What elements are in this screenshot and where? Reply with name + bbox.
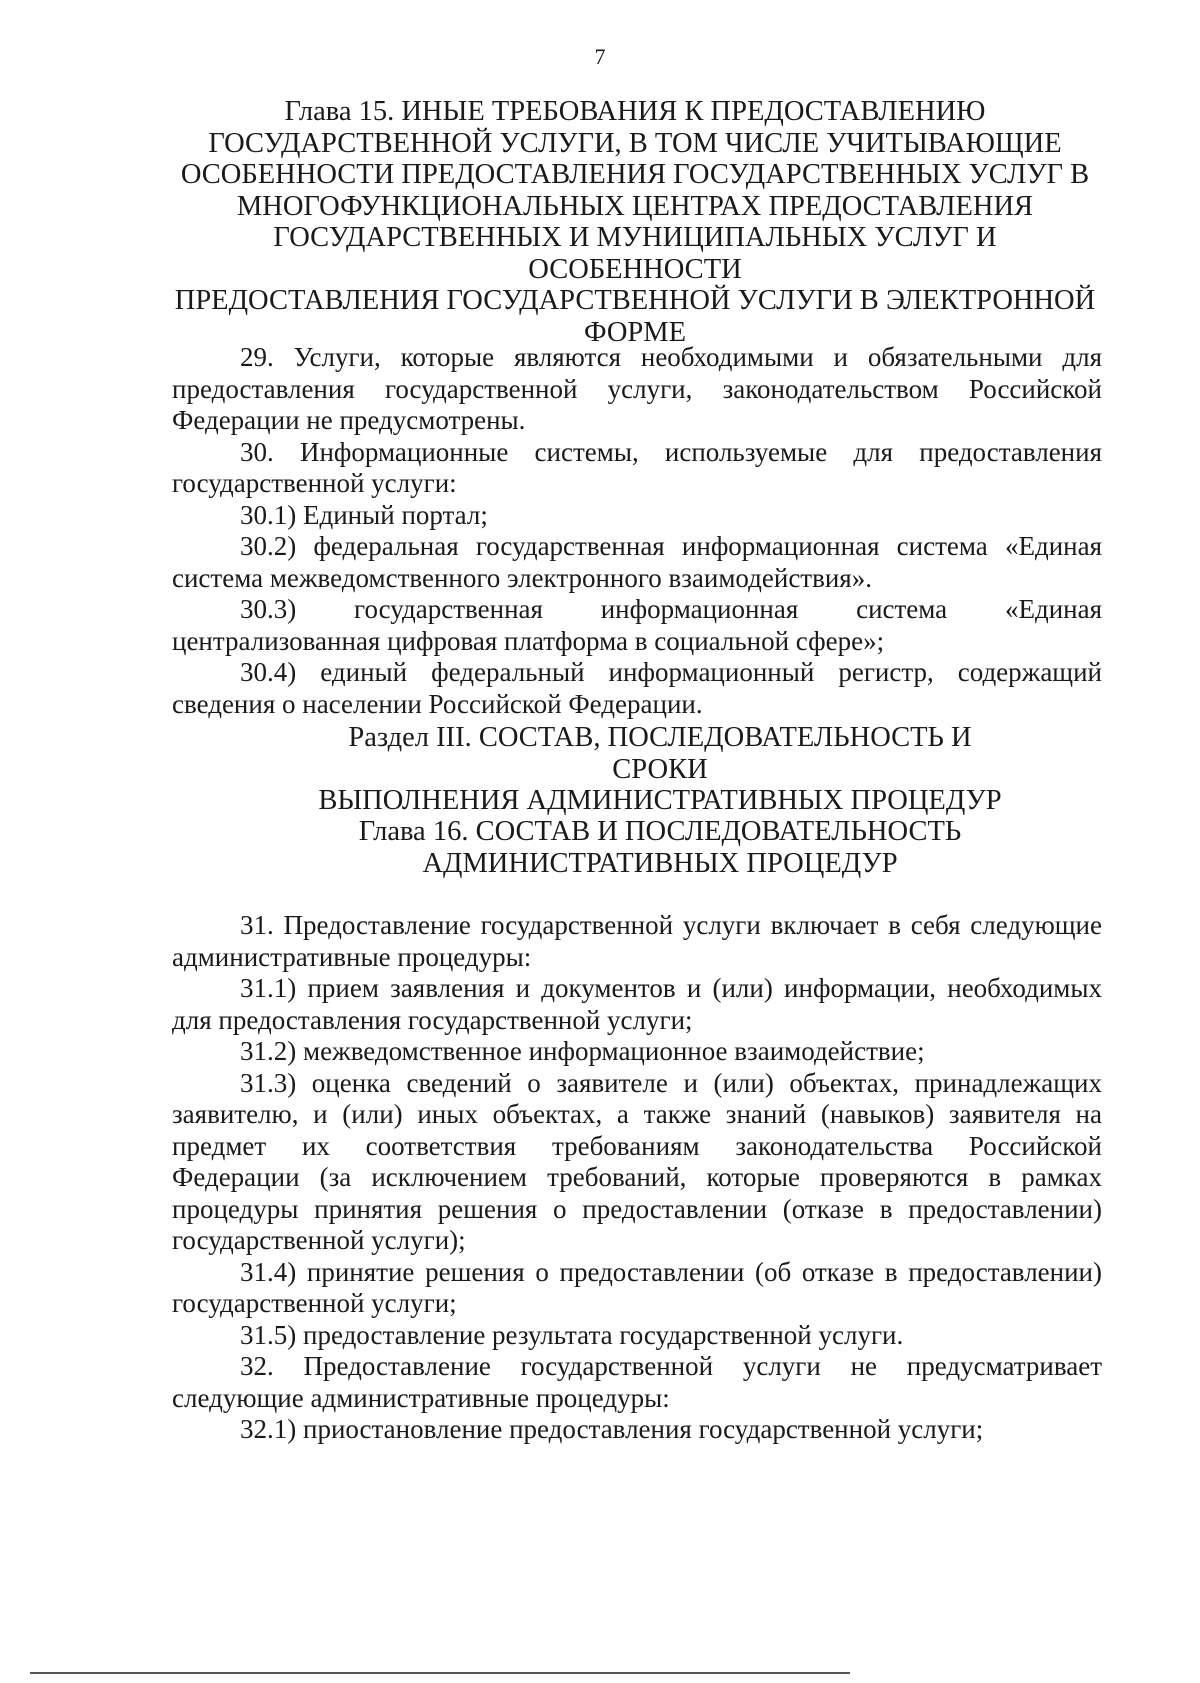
text-line: 31.3) оценка сведений о заявителе и (или) объектах, принадлежащих bbox=[240, 1067, 1102, 1098]
text-line: 29. Услуги, которые являются необходимыми и обязательными для bbox=[240, 342, 1102, 372]
text-line: 32. Предоставление государственной услуги не предусматривает bbox=[240, 1351, 1102, 1381]
text-line: административные процедуры: bbox=[172, 941, 532, 972]
heading-line: Глава 16. СОСТАВ И ПОСЛЕДОВАТЕЛЬНОСТЬ bbox=[358, 816, 962, 847]
text-line: 31.1) прием заявления и документов и (или) информации, необходимых bbox=[240, 973, 1102, 1003]
heading-line: ВЫПОЛНЕНИЯ АДМИНИСТРАТИВНЫХ ПРОЦЕДУР bbox=[318, 785, 1002, 816]
heading-line: ФОРМЕ bbox=[583, 316, 687, 348]
text-line: 30.1) Единый портал; bbox=[240, 499, 488, 530]
text-line: 30. Информационные системы, используемые для предоставления bbox=[240, 436, 1102, 467]
heading-line: МНОГОФУНКЦИОНАЛЬНЫХ ЦЕНТРАХ ПРЕДОСТАВЛЕНИЯ bbox=[236, 190, 1034, 222]
heading-line: ОСОБЕННОСТИ ПРЕДОСТАВЛЕНИЯ ГОСУДАРСТВЕННЫХ УСЛУГ В bbox=[180, 159, 1090, 190]
text-line: Федерации (за исключением требований, которые проверяются в рамках bbox=[172, 1162, 1102, 1192]
heading-line: ПРЕДОСТАВЛЕНИЯ ГОСУДАРСТВЕННОЙ УСЛУГИ В ЭЛЕКТРОННОЙ bbox=[174, 285, 1096, 316]
chapter-16-heading bbox=[300, 816, 1020, 879]
heading-line: ГОСУДАРСТВЕННОЙ УСЛУГИ, В ТОМ ЧИСЛЕ УЧИТЫВАЮЩИЕ bbox=[208, 127, 1062, 159]
text-line: 31.4) принятие решения о предоставлении (об отказе в предоставлении) bbox=[240, 1256, 1102, 1287]
paragraphs-31-32 bbox=[172, 910, 1102, 1446]
page-number: 7 bbox=[594, 44, 606, 69]
heading-line: Раздел III. СОСТАВ, ПОСЛЕДОВАТЕЛЬНОСТЬ И СРОКИ bbox=[348, 722, 972, 785]
text-line: 30.3) государственная информационная система «Единая bbox=[240, 594, 1102, 624]
text-line: следующие административные процедуры: bbox=[172, 1382, 670, 1413]
paragraphs-29-30 bbox=[172, 342, 1102, 720]
text-line: 30.2) федеральная государственная информационная система «Единая bbox=[240, 531, 1102, 561]
section-3-heading bbox=[300, 722, 1020, 817]
text-line: для предоставления государственной услуги; bbox=[172, 1004, 693, 1035]
text-line: 32.1) приостановление предоставления государственной услуги; bbox=[240, 1414, 984, 1444]
text-line: предоставления государственной услуги, законодательством Российской bbox=[172, 373, 1102, 404]
text-line: государственной услуги: bbox=[172, 468, 457, 498]
heading-line: ГОСУДАРСТВЕННЫХ И МУНИЦИПАЛЬНЫХ УСЛУГ И ОСОБЕННОСТИ bbox=[273, 222, 997, 285]
text-line: 30.4) единый федеральный информационный регистр, содержащий bbox=[240, 657, 1102, 687]
text-line: Федерации не предусмотрены. bbox=[172, 405, 526, 435]
chapter-15-heading bbox=[168, 96, 1102, 348]
text-line: сведения о населении Российской Федерации. bbox=[172, 688, 703, 719]
text-line: система межведомственного электронного взаимодействия». bbox=[172, 562, 872, 593]
text-line: 31.5) предоставление результата государственной услуги. bbox=[240, 1319, 904, 1350]
heading-line: АДМИНИСТРАТИВНЫХ ПРОЦЕДУР bbox=[422, 847, 898, 879]
text-line: централизованная цифровая платформа в социальной сфере»; bbox=[172, 625, 885, 656]
text-line: процедуры принятия решения о предоставлении (отказе в предоставлении) bbox=[172, 1193, 1102, 1224]
text-line: 31. Предоставление государственной услуги включает в себя следующие bbox=[240, 910, 1102, 940]
text-line: государственной услуги; bbox=[172, 1288, 457, 1318]
text-line: предмет их соответствия требованиям законодательства Российской bbox=[172, 1130, 1102, 1161]
heading-line: Глава 15. ИНЫЕ ТРЕБОВАНИЯ К ПРЕДОСТАВЛЕНИЮ bbox=[284, 96, 986, 127]
text-line: государственной услуги); bbox=[172, 1225, 466, 1255]
text-line: 31.2) межведомственное информационное взаимодействие; bbox=[240, 1036, 925, 1066]
bottom-divider bbox=[30, 1672, 850, 1674]
text-line: заявителю, и (или) иных объектах, а также знаний (навыков) заявителя на bbox=[172, 1099, 1102, 1129]
